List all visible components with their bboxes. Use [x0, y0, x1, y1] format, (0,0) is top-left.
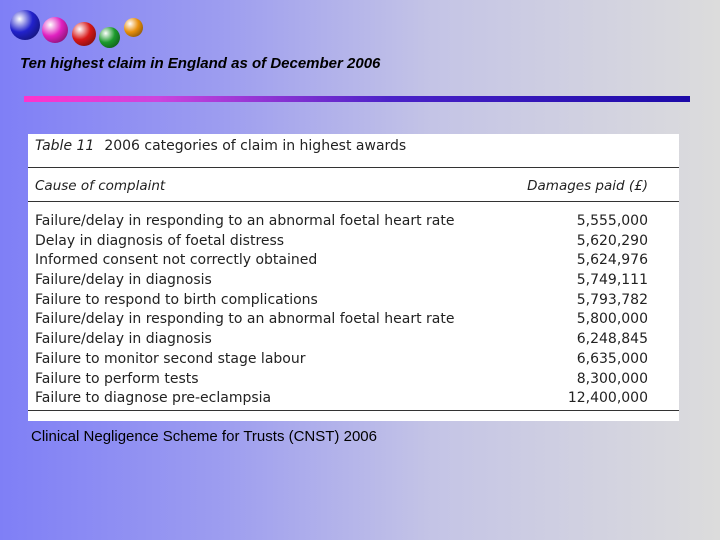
cause-cell: Failure/delay in diagnosis [35, 331, 212, 348]
table-caption-text: 2006 categories of claim in highest awards [104, 138, 407, 154]
table-rule-top [28, 167, 679, 168]
table-caption [35, 138, 406, 154]
cause-cell: Failure to diagnose pre-eclampsia [35, 390, 272, 407]
cause-cell: Failure to perform tests [35, 370, 199, 387]
damages-cell: 5,620,290 [576, 232, 648, 249]
cause-cell: Failure to monitor second stage labour [35, 350, 306, 367]
damages-cell: 5,800,000 [576, 311, 648, 328]
ball-orange [124, 18, 143, 37]
cause-cell: Failure to respond to birth complications [35, 291, 318, 308]
damages-cell: 12,400,000 [567, 390, 648, 407]
damages-cell: 5,793,782 [576, 291, 648, 308]
cause-cell: Delay in diagnosis of foetal distress [35, 232, 285, 249]
table-number: Table 11 [35, 138, 95, 154]
ball-green [99, 27, 120, 48]
table-row [35, 310, 648, 330]
decorative-balls [8, 8, 148, 50]
table-row [35, 251, 648, 271]
table-row [35, 212, 648, 232]
damages-cell: 5,555,000 [576, 213, 648, 229]
table-row [35, 271, 648, 291]
cause-cell: Failure/delay in diagnosis [35, 272, 212, 289]
table-row [35, 350, 648, 370]
title-divider [24, 96, 690, 102]
cause-cell: Failure/delay in responding to an abnormal foetal heart rate [35, 311, 455, 328]
awards-table [28, 134, 679, 421]
table-row [35, 389, 648, 409]
table-body [35, 212, 648, 409]
table-row [35, 370, 648, 390]
table-rule-bottom [28, 410, 679, 411]
ball-red [72, 22, 96, 46]
damages-cell: 6,635,000 [576, 350, 648, 367]
ball-blue [10, 10, 40, 40]
source-note: Clinical Negligence Scheme for Trusts (CNST) 2006 [31, 428, 377, 445]
damages-cell: 8,300,000 [576, 370, 648, 387]
damages-cell: 5,749,111 [576, 272, 648, 289]
cause-cell: Informed consent not correctly obtained [35, 252, 318, 269]
slide-title: Ten highest claim in England as of December 2006 [20, 55, 381, 72]
column-header-damages: Damages paid (£) [527, 178, 648, 194]
cause-cell: Failure/delay in responding to an abnormal foetal heart rate [35, 213, 455, 229]
table-rule-header [28, 201, 679, 202]
damages-cell: 6,248,845 [576, 331, 648, 348]
table-row [35, 291, 648, 311]
column-header-cause: Cause of complaint [35, 178, 166, 194]
ball-magenta [42, 17, 68, 43]
table-row [35, 232, 648, 252]
damages-cell: 5,624,976 [576, 252, 648, 269]
table-row [35, 330, 648, 350]
